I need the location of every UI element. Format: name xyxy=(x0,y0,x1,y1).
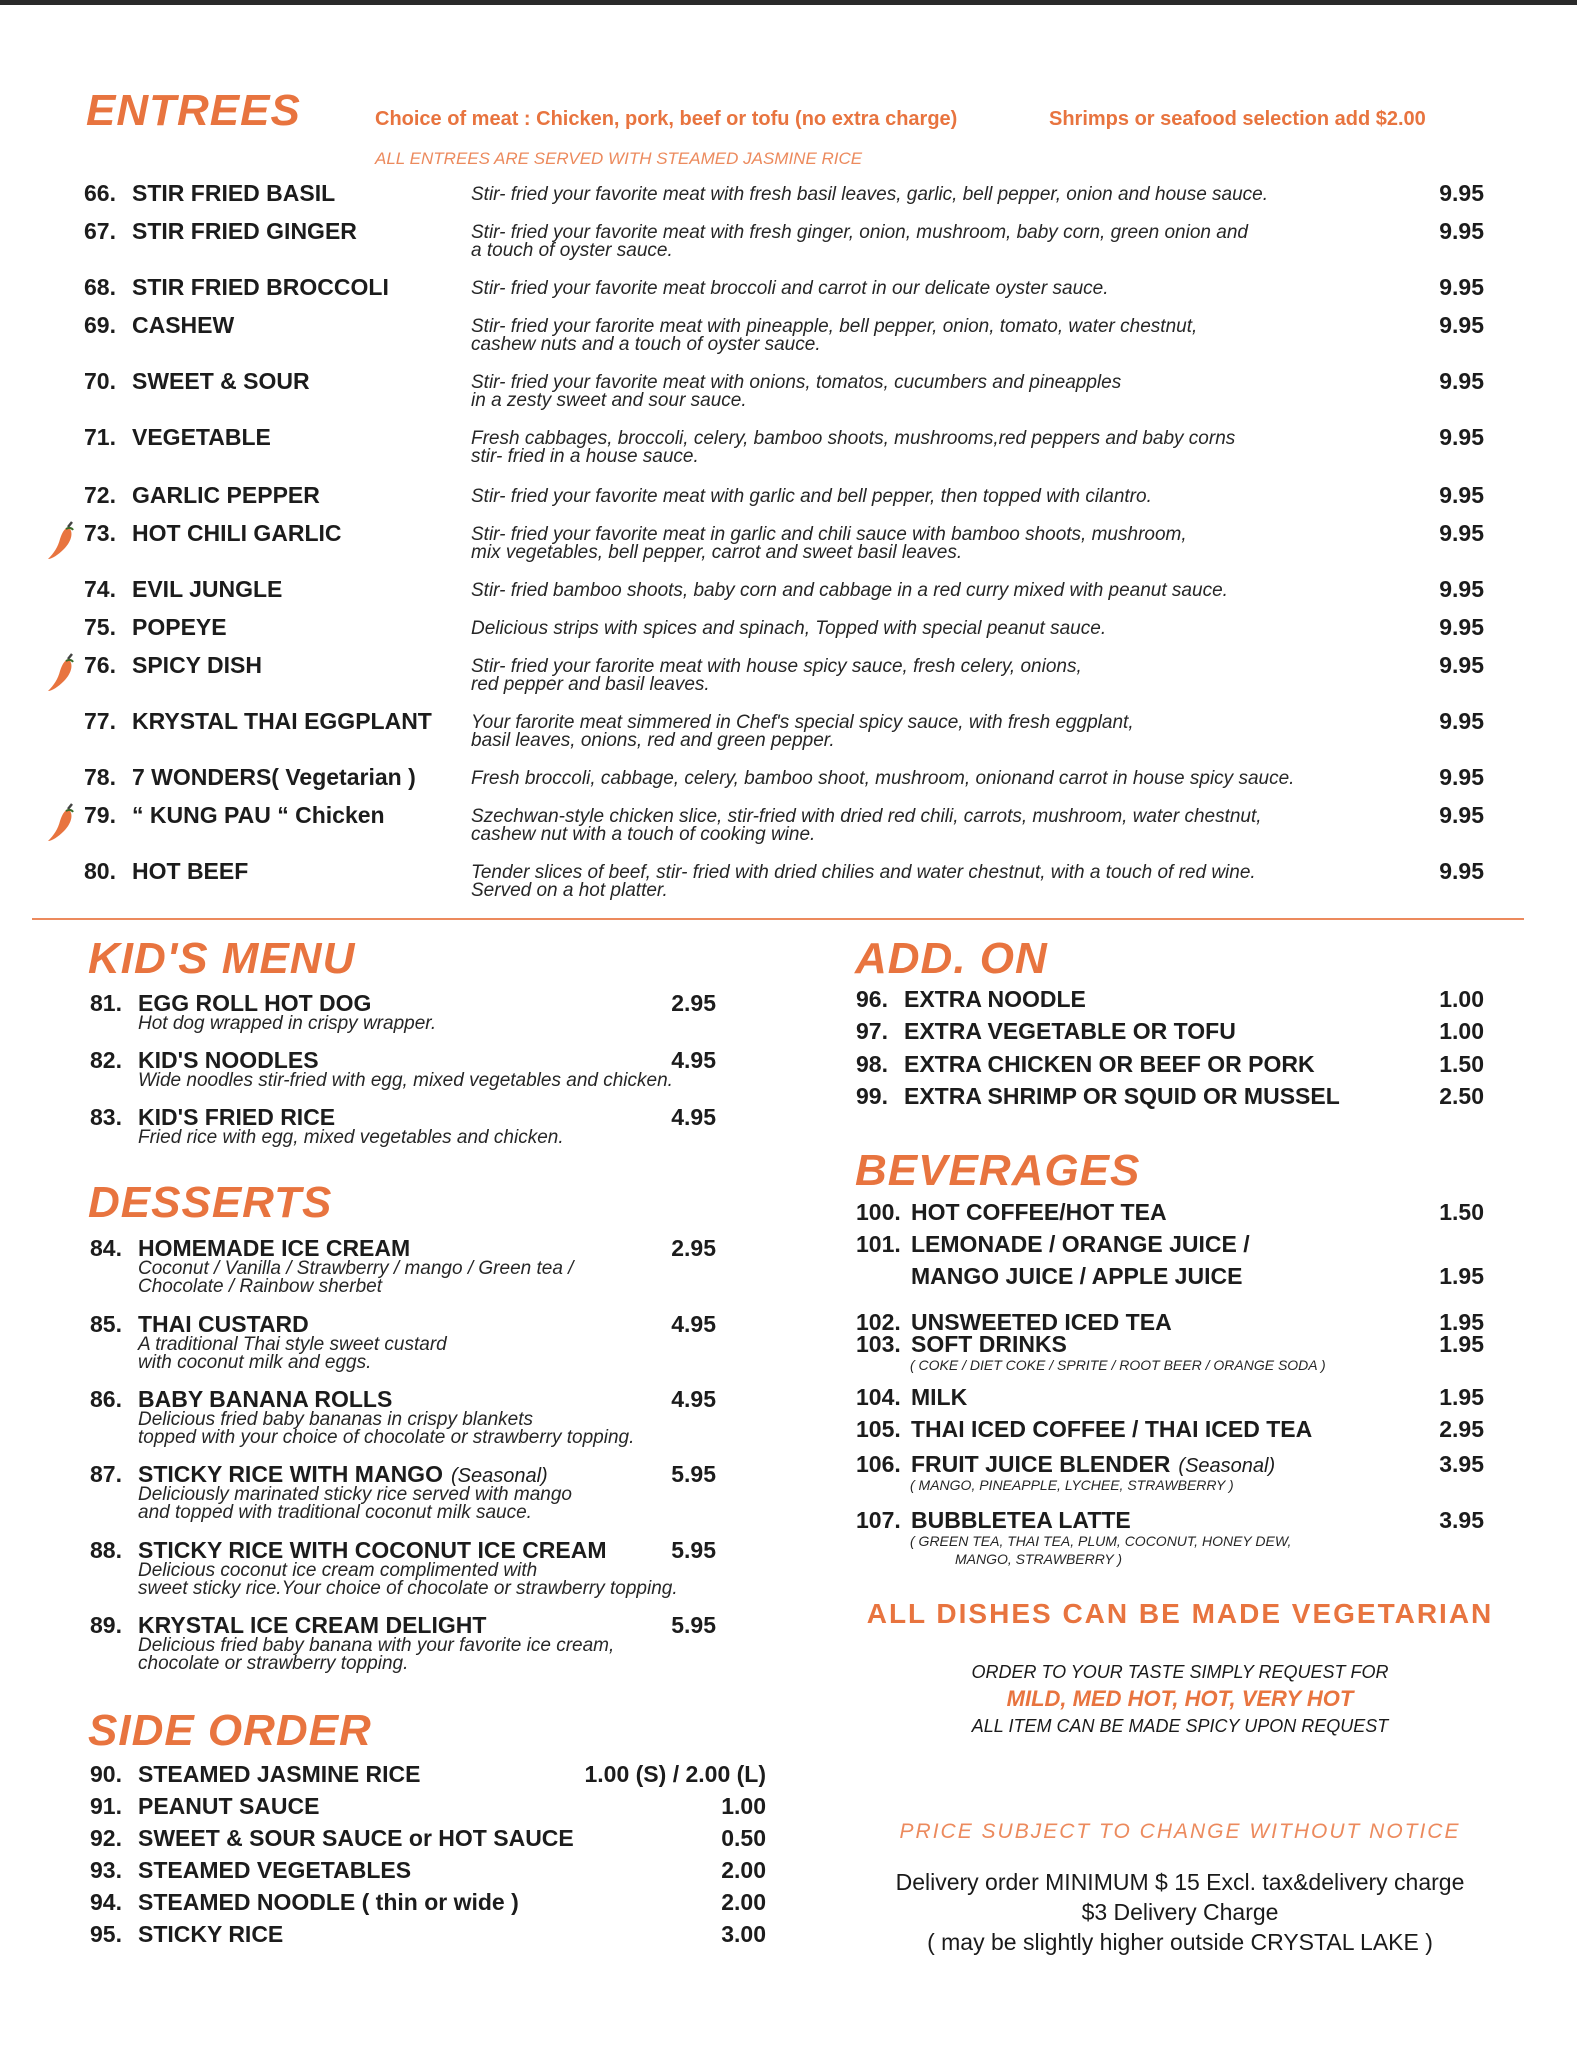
side-item-name: SWEET & SOUR SAUCE or HOT SAUCE xyxy=(138,1825,574,1851)
dessert-description: Delicious fried baby banana with your favorite ice cream, xyxy=(138,1635,615,1656)
beverage-number: 107. xyxy=(856,1507,901,1533)
chili-pepper-icon xyxy=(44,521,78,561)
dessert-name: HOMEMADE ICE CREAM xyxy=(138,1235,411,1261)
entree-name: KRYSTAL THAI EGGPLANT xyxy=(132,708,432,734)
entree-description: cashew nuts and a touch of oyster sauce. xyxy=(471,334,821,355)
dessert-price: 5.95 xyxy=(671,1537,716,1563)
addon-number: 97. xyxy=(856,1018,888,1044)
beverage-price: 1.95 xyxy=(1439,1331,1484,1357)
side-item-name: STEAMED NOODLE ( thin or wide ) xyxy=(138,1889,519,1915)
entree-description: Fresh broccoli, cabbage, celery, bamboo shoot, mushroom, onionand carrot in house spicy sauce. xyxy=(471,768,1295,789)
entree-number: 77. xyxy=(84,708,116,734)
beverage-options: MANGO, STRAWBERRY ) xyxy=(955,1551,1122,1567)
addon-name: EXTRA VEGETABLE OR TOFU xyxy=(904,1018,1236,1044)
kids-menu-title: KID'S MENU xyxy=(88,934,356,983)
entree-price: 9.95 xyxy=(1439,614,1484,640)
side-item-name: STEAMED JASMINE RICE xyxy=(138,1761,421,1787)
side-item-price: 1.00 xyxy=(721,1793,766,1819)
beverage-name: THAI ICED COFFEE / THAI ICED TEA xyxy=(911,1416,1313,1442)
entree-name: HOT BEEF xyxy=(132,858,249,884)
entree-price: 9.95 xyxy=(1439,764,1484,790)
side-item-price: 2.00 xyxy=(721,1889,766,1915)
entree-description: red pepper and basil leaves. xyxy=(471,674,710,695)
beverage-name: LEMONADE / ORANGE JUICE / xyxy=(911,1231,1250,1257)
entree-number: 76. xyxy=(84,652,116,678)
seasonal-note: (Seasonal) xyxy=(1178,1455,1276,1477)
beverage-price: 3.95 xyxy=(1439,1507,1484,1533)
entree-number: 70. xyxy=(84,368,116,394)
addon-price: 1.50 xyxy=(1439,1051,1484,1077)
entree-price: 9.95 xyxy=(1439,180,1484,206)
beverage-number: 106. xyxy=(856,1451,901,1477)
beverage-price: 1.95 xyxy=(1439,1384,1484,1410)
entree-name: STIR FRIED BASIL xyxy=(132,180,336,206)
dessert-number: 85. xyxy=(90,1311,122,1337)
addon-name: EXTRA CHICKEN OR BEEF OR PORK xyxy=(904,1051,1315,1077)
entree-name: STIR FRIED GINGER xyxy=(132,218,357,244)
spice-levels: MILD, MED HOT, HOT, VERY HOT xyxy=(1006,1686,1354,1711)
entree-number: 75. xyxy=(84,614,116,640)
entree-description: Stir- fried your farorite meat with house spicy sauce, fresh celery, onions, xyxy=(471,656,1082,677)
beverage-number: 100. xyxy=(856,1199,901,1225)
side-order-title: SIDE ORDER xyxy=(88,1706,372,1755)
addon-name: EXTRA NOODLE xyxy=(904,986,1086,1012)
entree-description: Stir- fried your farorite meat with pineapple, bell pepper, onion, tomato, water chestnut, xyxy=(471,316,1198,337)
entree-description: cashew nut with a touch of cooking wine. xyxy=(471,824,816,845)
entree-number: 72. xyxy=(84,482,116,508)
dessert-price: 5.95 xyxy=(671,1612,716,1638)
dessert-name: KRYSTAL ICE CREAM DELIGHT xyxy=(138,1612,487,1638)
served-note: ALL ENTREES ARE SERVED WITH STEAMED JASMINE RICE xyxy=(375,149,863,168)
kids-item-price: 4.95 xyxy=(671,1104,716,1130)
entree-name: CASHEW xyxy=(132,312,235,338)
spicy-request-note: ALL ITEM CAN BE MADE SPICY UPON REQUEST xyxy=(971,1716,1389,1736)
entree-price: 9.95 xyxy=(1439,482,1484,508)
addon-price: 1.00 xyxy=(1439,1018,1484,1044)
entree-price: 9.95 xyxy=(1439,802,1484,828)
side-item-name: STEAMED VEGETABLES xyxy=(138,1857,412,1883)
dessert-description: and topped with traditional coconut milk sauce. xyxy=(138,1502,532,1523)
addon-price: 2.50 xyxy=(1439,1083,1484,1109)
dessert-description: Chocolate / Rainbow sherbet xyxy=(138,1276,382,1297)
section-divider xyxy=(32,918,1524,920)
entree-price: 9.95 xyxy=(1439,858,1484,884)
addon-name: EXTRA SHRIMP OR SQUID OR MUSSEL xyxy=(904,1083,1340,1109)
side-item-number: 90. xyxy=(90,1761,122,1787)
addon-number: 96. xyxy=(856,986,888,1012)
dessert-description: Coconut / Vanilla / Strawberry / mango / Green tea / xyxy=(138,1258,574,1279)
entree-name: SPICY DISH xyxy=(132,652,262,678)
kids-item-number: 82. xyxy=(90,1047,122,1073)
entree-number: 79. xyxy=(84,802,116,828)
delivery-outside-note: ( may be slightly higher outside CRYSTAL LAKE ) xyxy=(927,1929,1433,1955)
entree-number: 67. xyxy=(84,218,116,244)
kids-item-name: EGG ROLL HOT DOG xyxy=(138,990,372,1016)
beverage-name: FRUIT JUICE BLENDER (Seasonal) xyxy=(911,1451,1276,1477)
dessert-description: sweet sticky rice.Your choice of chocolate or strawberry topping. xyxy=(138,1578,678,1599)
beverage-name: UNSWEETED ICED TEA xyxy=(911,1309,1172,1335)
beverages-title: BEVERAGES xyxy=(855,1146,1141,1195)
top-border xyxy=(0,0,1577,5)
entree-description: Tender slices of beef, stir- fried with dried chilies and water chestnut, with a touch of red wine. xyxy=(471,862,1256,883)
side-item-price: 1.00 (S) / 2.00 (L) xyxy=(584,1761,766,1787)
entree-price: 9.95 xyxy=(1439,576,1484,602)
entree-name: “ KUNG PAU “ Chicken xyxy=(132,802,385,828)
beverage-name: HOT COFFEE/HOT TEA xyxy=(911,1199,1167,1225)
kids-item-number: 83. xyxy=(90,1104,122,1130)
entree-price: 9.95 xyxy=(1439,520,1484,546)
dessert-number: 84. xyxy=(90,1235,122,1261)
entree-description: Delicious strips with spices and spinach, Topped with special peanut sauce. xyxy=(471,618,1107,639)
entree-price: 9.95 xyxy=(1439,218,1484,244)
beverage-price: 1.95 xyxy=(1439,1309,1484,1335)
entree-price: 9.95 xyxy=(1439,368,1484,394)
beverage-number: 104. xyxy=(856,1384,901,1410)
entree-number: 66. xyxy=(84,180,116,206)
entree-description: a touch of oyster sauce. xyxy=(471,240,673,261)
entree-price: 9.95 xyxy=(1439,274,1484,300)
entree-description: stir- fried in a house sauce. xyxy=(471,446,699,467)
entree-description: Stir- fried your favorite meat with fresh basil leaves, garlic, bell pepper, onion and house sauce. xyxy=(471,184,1269,205)
dessert-name: BABY BANANA ROLLS xyxy=(138,1386,393,1412)
entree-description: Your farorite meat simmered in Chef's special spicy sauce, with fresh eggplant, xyxy=(471,712,1134,733)
entree-number: 73. xyxy=(84,520,116,546)
beverage-name: SOFT DRINKS xyxy=(911,1331,1067,1357)
side-item-number: 91. xyxy=(90,1793,122,1819)
entree-price: 9.95 xyxy=(1439,424,1484,450)
addon-number: 99. xyxy=(856,1083,888,1109)
entree-name: POPEYE xyxy=(132,614,227,640)
addon-title: ADD. ON xyxy=(855,934,1048,983)
entree-description: Stir- fried bamboo shoots, baby corn and cabbage in a red curry mixed with peanut sauce. xyxy=(471,580,1228,601)
dessert-description: topped with your choice of chocolate or strawberry topping. xyxy=(138,1427,635,1448)
dessert-description: Delicious fried baby bananas in crispy blankets xyxy=(138,1409,533,1430)
side-item-number: 94. xyxy=(90,1889,122,1915)
vegetarian-note: ALL DISHES CAN BE MADE VEGETARIAN xyxy=(866,1598,1494,1629)
entree-description: Stir- fried your favorite meat with garlic and bell pepper, then topped with cilantro. xyxy=(471,486,1152,507)
entree-number: 78. xyxy=(84,764,116,790)
kids-item-description: Wide noodles stir-fried with egg, mixed vegetables and chicken. xyxy=(138,1070,673,1091)
beverage-price: 1.95 xyxy=(1439,1263,1484,1289)
entree-number: 68. xyxy=(84,274,116,300)
entree-name: HOT CHILI GARLIC xyxy=(132,520,342,546)
side-item-number: 95. xyxy=(90,1921,122,1947)
beverage-name: BUBBLETEA LATTE xyxy=(911,1507,1131,1533)
entree-number: 74. xyxy=(84,576,116,602)
addon-price: 1.00 xyxy=(1439,986,1484,1012)
dessert-number: 86. xyxy=(90,1386,122,1412)
dessert-price: 5.95 xyxy=(671,1461,716,1487)
beverage-price: 3.95 xyxy=(1439,1451,1484,1477)
entree-description: Szechwan-style chicken slice, stir-fried with dried red chili, carrots, mushroom, water chestnut, xyxy=(471,806,1262,827)
side-item-number: 93. xyxy=(90,1857,122,1883)
entree-description: in a zesty sweet and sour sauce. xyxy=(471,390,747,411)
entree-name: GARLIC PEPPER xyxy=(132,482,320,508)
delivery-minimum: Delivery order MINIMUM $ 15 Excl. tax&delivery charge xyxy=(895,1869,1465,1895)
dessert-description: Delicious coconut ice cream complimented with xyxy=(138,1560,538,1581)
beverage-name: MILK xyxy=(911,1384,968,1410)
addon-number: 98. xyxy=(856,1051,888,1077)
kids-item-price: 4.95 xyxy=(671,1047,716,1073)
dessert-price: 4.95 xyxy=(671,1311,716,1337)
entree-name: EVIL JUNGLE xyxy=(132,576,283,602)
entree-price: 9.95 xyxy=(1439,708,1484,734)
entree-description: Stir- fried your favorite meat broccoli and carrot in our delicate oyster sauce. xyxy=(471,278,1109,299)
chili-pepper-icon xyxy=(44,803,78,843)
shrimp-note: Shrimps or seafood selection add $2.00 xyxy=(1049,108,1426,130)
side-item-price: 3.00 xyxy=(721,1921,766,1947)
desserts-title: DESSERTS xyxy=(88,1178,333,1227)
choice-of-meat-note: Choice of meat : Chicken, pork, beef or tofu (no extra charge) xyxy=(375,108,958,130)
entree-name: SWEET & SOUR xyxy=(132,368,310,394)
entree-name: VEGETABLE xyxy=(132,424,271,450)
entree-number: 69. xyxy=(84,312,116,338)
kids-item-price: 2.95 xyxy=(671,990,716,1016)
dessert-price: 2.95 xyxy=(671,1235,716,1261)
beverage-options: ( COKE / DIET COKE / SPRITE / ROOT BEER / ORANGE SODA ) xyxy=(910,1357,1326,1373)
entree-description: Stir- fried your favorite meat with onions, tomatos, cucumbers and pineapples xyxy=(471,372,1122,393)
entrees-title: ENTREES xyxy=(86,86,301,135)
chili-pepper-icon xyxy=(44,653,78,693)
entree-description: Fresh cabbages, broccoli, celery, bamboo shoots, mushrooms,red peppers and baby corns xyxy=(471,428,1236,449)
kids-item-name: KID'S FRIED RICE xyxy=(138,1104,336,1130)
order-taste-note: ORDER TO YOUR TASTE SIMPLY REQUEST FOR xyxy=(971,1662,1389,1682)
dessert-name: STICKY RICE WITH COCONUT ICE CREAM xyxy=(138,1537,607,1563)
beverage-number: 102. xyxy=(856,1309,901,1335)
dessert-description: with coconut milk and eggs. xyxy=(138,1352,372,1373)
entree-name: 7 WONDERS( Vegetarian ) xyxy=(132,764,416,790)
seasonal-note: (Seasonal) xyxy=(450,1465,548,1487)
price-notice: PRICE SUBJECT TO CHANGE WITHOUT NOTICE xyxy=(899,1820,1461,1843)
entree-description: mix vegetables, bell pepper, carrot and sweet basil leaves. xyxy=(471,542,963,563)
beverage-name: MANGO JUICE / APPLE JUICE xyxy=(911,1263,1243,1289)
dessert-description: A traditional Thai style sweet custard xyxy=(138,1334,447,1355)
entree-description: basil leaves, onions, red and green pepper. xyxy=(471,730,835,751)
dessert-name: THAI CUSTARD xyxy=(138,1311,309,1337)
beverage-number: 103. xyxy=(856,1331,901,1357)
delivery-charge: $3 Delivery Charge xyxy=(1081,1899,1279,1925)
dessert-price: 4.95 xyxy=(671,1386,716,1412)
beverage-number: 101. xyxy=(856,1231,901,1257)
kids-item-description: Fried rice with egg, mixed vegetables and chicken. xyxy=(138,1127,564,1148)
kids-item-description: Hot dog wrapped in crispy wrapper. xyxy=(138,1013,437,1034)
side-item-number: 92. xyxy=(90,1825,122,1851)
entree-description: Stir- fried your favorite meat in garlic and chili sauce with bamboo shoots, mushroom, xyxy=(471,524,1187,545)
dessert-name: STICKY RICE WITH MANGO (Seasonal) xyxy=(138,1461,548,1487)
kids-item-number: 81. xyxy=(90,990,122,1016)
dessert-description: Deliciously marinated sticky rice served with mango xyxy=(138,1484,572,1505)
beverage-options: ( MANGO, PINEAPPLE, LYCHEE, STRAWBERRY ) xyxy=(910,1477,1234,1493)
beverage-options: ( GREEN TEA, THAI TEA, PLUM, COCONUT, HONEY DEW, xyxy=(910,1533,1292,1549)
entree-description: Served on a hot platter. xyxy=(471,880,668,901)
dessert-number: 88. xyxy=(90,1537,122,1563)
beverage-price: 1.50 xyxy=(1439,1199,1484,1225)
dessert-number: 89. xyxy=(90,1612,122,1638)
side-item-name: STICKY RICE xyxy=(138,1921,284,1947)
kids-item-name: KID'S NOODLES xyxy=(138,1047,319,1073)
dessert-number: 87. xyxy=(90,1461,122,1487)
beverage-price: 2.95 xyxy=(1439,1416,1484,1442)
entree-price: 9.95 xyxy=(1439,652,1484,678)
entree-number: 71. xyxy=(84,424,116,450)
side-item-name: PEANUT SAUCE xyxy=(138,1793,320,1819)
dessert-description: chocolate or strawberry topping. xyxy=(138,1653,409,1674)
side-item-price: 2.00 xyxy=(721,1857,766,1883)
entree-name: STIR FRIED BROCCOLI xyxy=(132,274,389,300)
side-item-price: 0.50 xyxy=(721,1825,766,1851)
entree-number: 80. xyxy=(84,858,116,884)
entree-description: Stir- fried your favorite meat with fresh ginger, onion, mushroom, baby corn, green onion and xyxy=(471,222,1248,243)
beverage-number: 105. xyxy=(856,1416,901,1442)
entree-price: 9.95 xyxy=(1439,312,1484,338)
